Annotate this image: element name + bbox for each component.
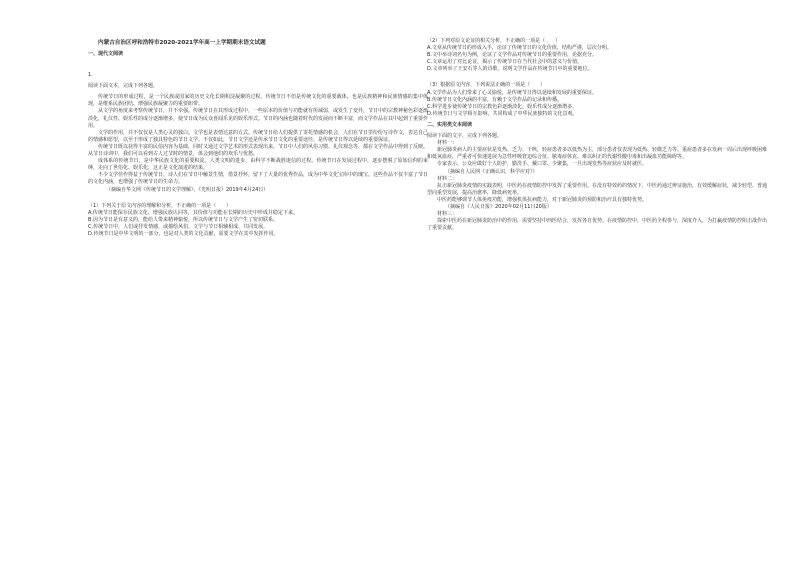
option-b: B.传统节日文化内涵的丰富，有赖于文学作品的记录和传播。 bbox=[427, 96, 563, 103]
section-heading: 二、实用类文本阅读 bbox=[427, 121, 473, 128]
option-a: A.文章从传统节日的形成入手，论证了传统节日的文化价值，结构严谨，层次分明。 bbox=[427, 45, 612, 52]
instruction: 阅读下面文本，完成下列各题。 bbox=[88, 83, 159, 90]
source-citation: （摘编自华文网《传统节日的文学理解》，《光明日报》2019年4月24日） bbox=[106, 186, 269, 193]
paragraph: 成体系的传统节日，是中华民族文化的重要积淀。人类文明的进步，由科学不断战胜迷信的过程。传统节日在发展过程中，逐步摆脱了原始信仰的束缚，走向了世俗化、娱乐化，这正是文化演进的结果。 bbox=[88, 158, 428, 172]
paragraph: 文学的作用，并不仅仅是人类心灵的独白。文学也是表情达意的方式。传统节日给人们提供了寄托情感的机会，人们在节日里纷纷写诗作文，表达自己的情感和愿望，以至于形成了独具特色的节日文学。不仅如此，节日文学还是传承节日文化的重要途径，是传统节日得以延续的重要保证。 bbox=[88, 129, 428, 143]
material-label: 材料一： bbox=[437, 140, 458, 147]
option-d: D.文章列举了王安石等人的诗歌，说明文学作品在传统节日中的重要地位。 bbox=[427, 66, 593, 73]
left-column bbox=[88, 0, 428, 562]
option-c: C.文章运用了对比论证，揭示了传统节日在当代社会中的意义与价值。 bbox=[427, 59, 583, 66]
paragraph: 传统节日的形成过程，是一个民族或国家的历史文化长期积淀凝聚的过程。传统节日不但是传统文化的重要载体，也是民族精神和民族情感的集中体现，是维系民族团结、增强民族凝聚力的重要纽带。 bbox=[88, 94, 428, 108]
option-c: C.科学进步使传统节日的宗教色彩逐渐淡化，娱乐性成分逐渐增多。 bbox=[427, 103, 578, 110]
option-b: B.因为节日是有意义的，能给人带来精神愉悦，所以传统节日与文学产生了密切联系。 bbox=[88, 216, 279, 223]
paragraph: 专家表示，公众应做好个人防护，勤洗手、戴口罩、少聚集，一旦出现发热等症状应及时就医。 bbox=[437, 161, 648, 168]
material-label: 材料三： bbox=[437, 211, 458, 218]
instruction: 阅读下面的文字，完成下列各题。 bbox=[427, 133, 503, 140]
paragraph: 从文学的角度来考察传统节日，并不牵强。传统节日在其形成过程中，一些原本的价值与功能就有所减弱，或发生了变异，节日中的宗教神秘色彩逐渐淡化，礼仪性、娱乐性的成分逐渐增多，使节日成为民众喜闻乐见的娱乐形式。节日的内涵也随着时代的发展而不断丰富，而文学作品在其中起到了重要作用。 bbox=[88, 108, 428, 129]
question-stem: （2）下列对原文论证的相关分析，不正确的一项是（ ） bbox=[427, 38, 561, 44]
material-label: 材料二： bbox=[437, 175, 458, 182]
source-citation: （摘编自人民网《正确认识，科学应对》） bbox=[445, 168, 538, 175]
section-heading: 一、现代文阅读 bbox=[88, 51, 124, 57]
option-b: B.文中举诗词名句为例，论证了文学作品对传统节日的重要作用，论据充分。 bbox=[427, 52, 598, 59]
paragraph: 传统节日既以获得丰富的民俗内容为基础，同时又通过文学艺术的形式表现出来。节日中人们的风俗习惯、礼仪观念等，都在文学作品中得到了反映。从节日诗词中，我们可以看到古人过节时的情景，体会到他们的欢乐与忧愁。 bbox=[88, 143, 428, 158]
paragraph: 抗击新冠肺炎疫情的实践表明，中医药在疫情防控中发挥了重要作用。在没有特效药的情况下，中医药通过辨证施治，有效缓解症状，减少轻型、普通型向重型发展，提高治愈率，降低病死率。 bbox=[427, 182, 767, 196]
question-stem: （3）根据原文内容，下列说法正确的一项是（ ） bbox=[427, 82, 546, 89]
paragraph: 新冠肺炎病人的主要症状是发热、乏力、干咳，轻症患者多以低热为主，部分患者仅表现为低热、轻微乏力等。重症患者多在发病一周后出现呼吸困难和低氧血症，严重者可快速进展为急性呼吸窘迫综合征、脓毒症休克、难以纠正的代谢性酸中毒和出凝血功能障碍等。 bbox=[427, 147, 767, 161]
source-citation: （摘编自《人民日报》2020年02月11日20版） bbox=[445, 203, 552, 210]
option-d: D.传统节日是中华文明的一部分，也是对人类的文化贡献，需要文学在其中发挥作用。 bbox=[88, 230, 279, 237]
option-c: C.传统节日中，人们或抒发情感，或描绘风俗，文学与节日相辅相成、共同发展。 bbox=[88, 223, 269, 230]
option-a: A.文学作品为人们带来了心灵愉悦，是传统节日得以延续和发展的重要保证。 bbox=[427, 89, 597, 96]
question-number: 1. bbox=[88, 72, 93, 79]
document-title: 内蒙古自治区呼和浩特市2020-2021学年高一上学期期末语文试题 bbox=[98, 40, 266, 46]
paragraph: 探索中医药在新冠肺炎防治中的作用，需要坚持中西医结合，发挥各自优势。在疫情防控中，中医药全程参与，深度介入，为打赢疫情防控阻击战作出了重要贡献。 bbox=[427, 218, 767, 232]
option-a: A.传统节日能保存民族文化、增强民族认同等，其价值与功能在长期的历史中形成并稳定下来。 bbox=[88, 209, 298, 216]
paragraph: 不少文学佳作得益于传统节日。诗人们在节日中触景生情，借景抒怀，留下了大量的优秀作品，成为中华文化宝库中的瑰宝。这些作品不仅丰富了节日的文化内涵，也增强了传统节日的生命力。 bbox=[88, 172, 428, 186]
option-d: D.传统节日与文学相互影响，共同构成了中华民族独特的文化景观。 bbox=[427, 110, 578, 117]
right-column bbox=[427, 0, 767, 562]
question-stem: （1）下列关于原文内容的理解和分析，不正确的一项是（ ） bbox=[88, 202, 232, 209]
paragraph: 中医药能够调节人体免疫功能，增强机体抗病能力，对于新冠肺炎的预防和治疗具有独特优势。 bbox=[437, 196, 648, 203]
